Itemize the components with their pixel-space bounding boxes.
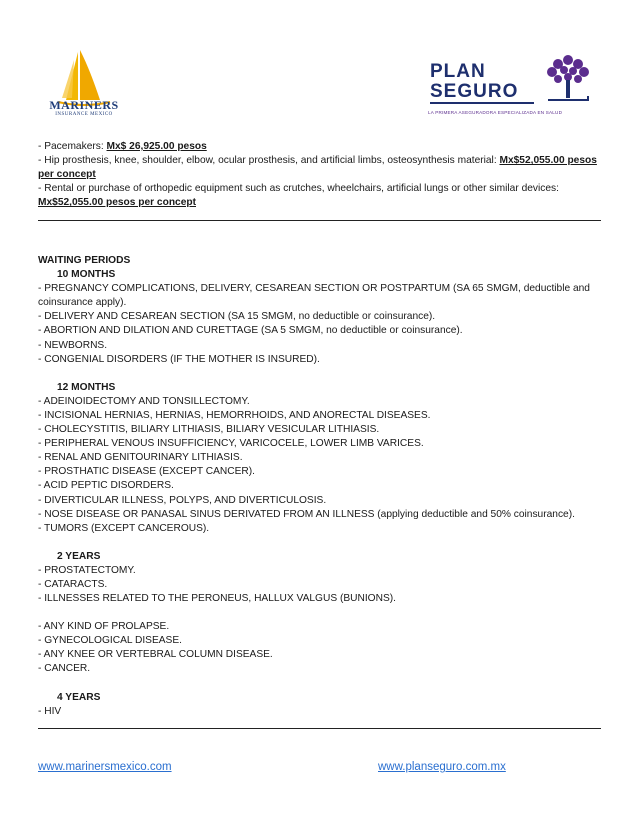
list-item: - NOSE DISEASE OR PANASAL SINUS DERIVATED FROM AN ILLNESS (applying deductible and 50% coinsurance). [38,508,575,520]
list-item: - ANY KIND OF PROLAPSE. [38,621,170,633]
list-item: - PROSTATECTOMY. [38,564,136,576]
spacer [38,536,600,550]
list-item: - ANY KNEE OR VERTEBRAL COLUMN DISEASE. [38,649,273,661]
hip-prosthesis-label: - Hip prosthesis, knee, shoulder, elbow, ocular prosthesis, and artificial limbs, osteosynthesis material: [38,155,500,167]
period-12-months: 12 MONTHS [57,381,116,393]
list-item: - ADEINOIDECTOMY AND TONSILLECTOMY. [38,395,250,407]
pacemakers-amount: Mx$ 26,925.00 pesos [106,141,207,152]
mariners-logo [44,48,124,124]
spacer [38,677,600,691]
list-item: - ILLNESSES RELATED TO THE PERONEUS, HALLUX VALGUS (BUNIONS). [38,593,396,605]
coverage-section [38,140,600,210]
divider-bottom [38,728,601,729]
waiting-periods-section [38,254,600,719]
list-item: - PERIPHERAL VENOUS INSUFFICIENCY, VARICOCELE, LOWER LIMB VARICES. [38,438,424,450]
planseguro-word-seguro: SEGURO [430,81,519,102]
divider-top [38,220,601,221]
list-item: - PROSTHATIC DISEASE (EXCEPT CANCER). [38,466,255,478]
list-item: - PREGNANCY COMPLICATIONS, DELIVERY, CESAREAN SECTION OR POSTPARTUM (SA 65 SMGM, deductible and coinsurance apply). [38,283,590,309]
list-item: - ABORTION AND DILATION AND CURETTAGE (SA 5 SMGM, no deductible or coinsurance). [38,325,463,337]
list-item: - GYNECOLOGICAL DISEASE. [38,635,182,647]
orthopedic-equipment-label: - Rental or purchase of orthopedic equipment such as crutches, wheelchairs, artificial lungs or other similar devices: [38,183,559,195]
period-10-months: 10 MONTHS [57,269,116,281]
mariners-tagline: INSURANCE MEXICO [55,112,113,117]
tree-icon [540,50,596,106]
list-item: - DELIVERY AND CESAREAN SECTION (SA 15 SMGM, no deductible or coinsurance). [38,311,436,323]
planseguro-tagline: LA PRIMERA ASEGURADORA ESPECIALIZADA EN SALUD [428,110,563,115]
planseguro-logo [426,50,598,122]
spacer [38,606,600,620]
waiting-periods-title: WAITING PERIODS [38,255,131,266]
mariners-wordmark: MARINERS [49,98,119,112]
orthopedic-equipment-line [38,182,600,210]
hip-prosthesis-line [38,154,600,182]
list-item: - RENAL AND GENITOURINARY LITHIASIS. [38,452,243,464]
planseguro-link[interactable]: www.planseguro.com.mx [378,761,506,773]
spacer [38,367,600,381]
list-item: - CONGENIAL DISORDERS (IF THE MOTHER IS INSURED). [38,353,320,365]
pacemakers-line [38,140,600,154]
list-item: - NEWBORNS. [38,339,108,351]
orthopedic-equipment-amount: Mx$52,055.00 pesos per concept [38,197,196,209]
list-item: - CHOLECYSTITIS, BILIARY LITHIASIS, BILIARY VESICULAR LITHIASIS. [38,424,380,436]
marinersmexico-link[interactable]: www.marinersmexico.com [38,761,172,773]
list-item: - CANCER. [38,663,91,675]
list-item: - DIVERTICULAR ILLNESS, POLYPS, AND DIVERTICULOSIS. [38,494,327,506]
list-item: - TUMORS (EXCEPT CANCEROUS). [38,522,210,534]
list-item: - CATARACTS. [38,578,108,590]
planseguro-word-plan: PLAN [430,61,486,82]
hip-prosthesis-amount: Mx$52,055.00 pesos per concept [38,155,597,181]
period-2-years: 2 YEARS [57,550,101,562]
period-4-years: 4 YEARS [57,691,101,703]
list-item: - INCISIONAL HERNIAS, HERNIAS, HEMORRHOIDS, AND ANORECTAL DISEASES. [38,409,431,421]
list-item: - HIV [38,705,62,717]
list-item: - ACID PEPTIC DISORDERS. [38,480,174,492]
pacemakers-label: - Pacemakers: [38,141,107,152]
planseguro-underline [430,102,534,104]
